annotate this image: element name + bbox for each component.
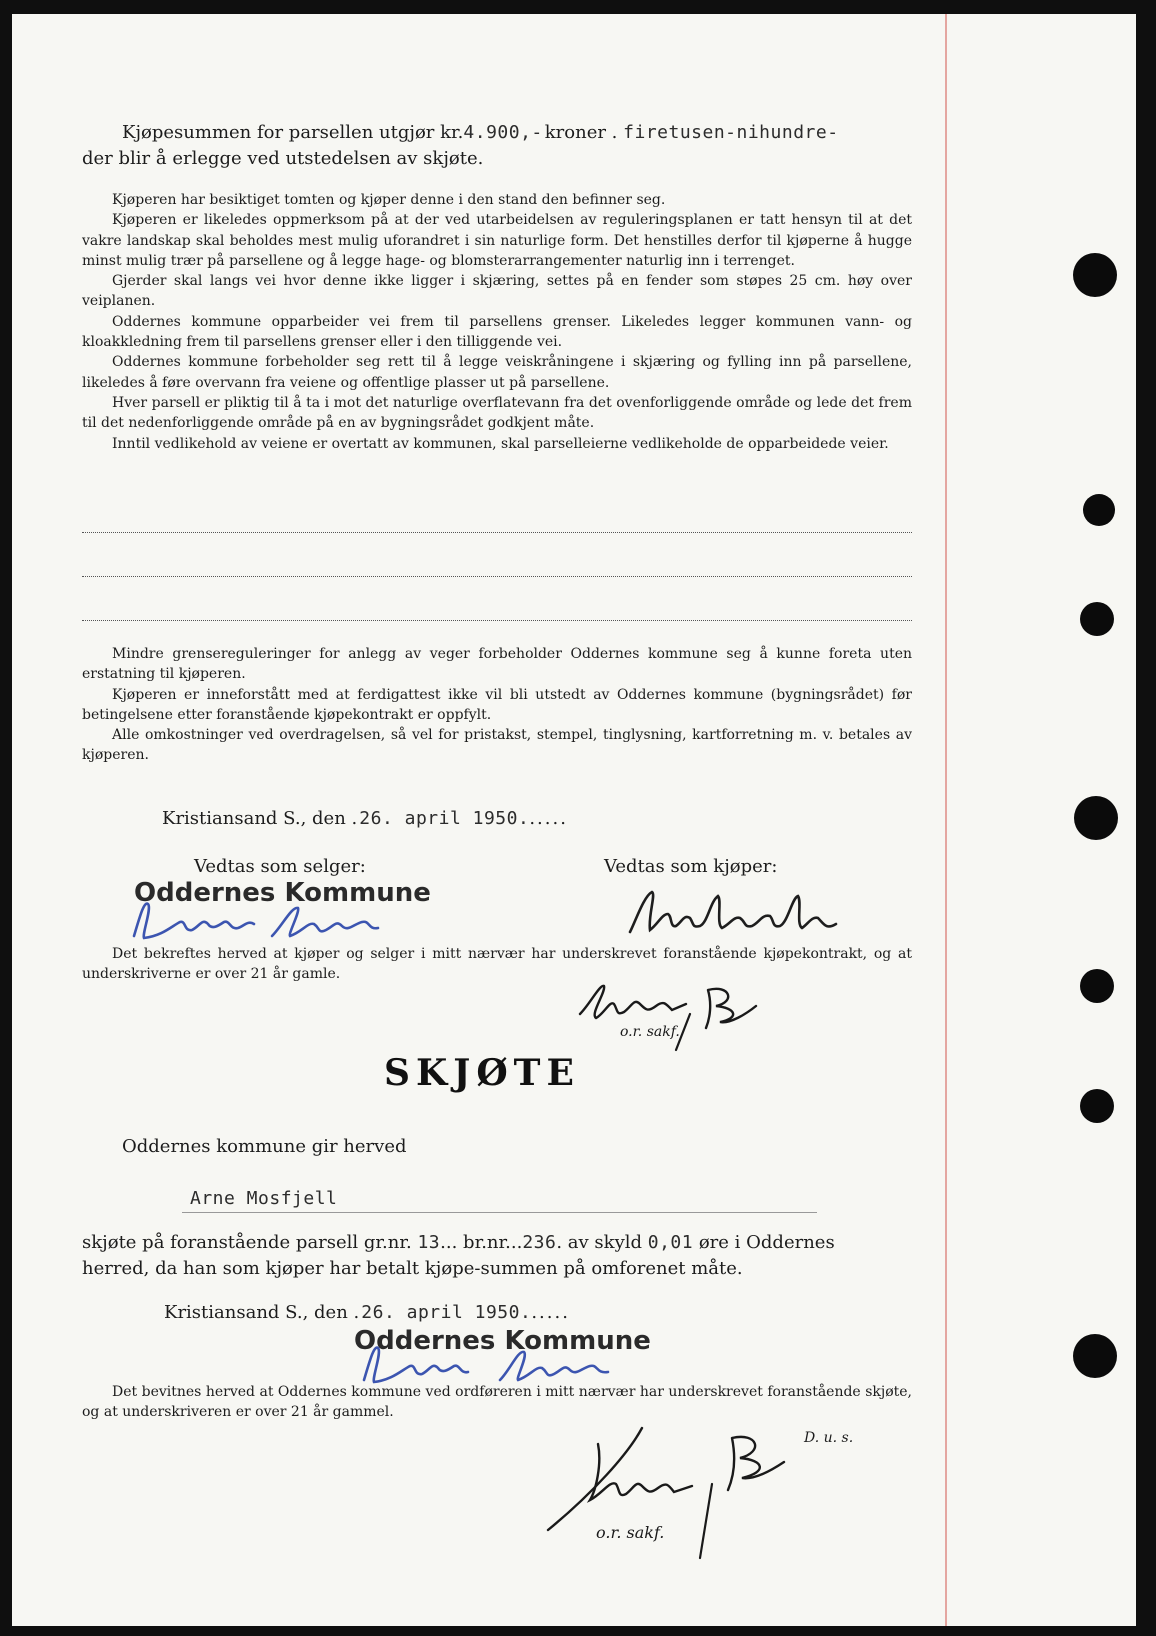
- punch-hole: [1080, 602, 1114, 636]
- clause: Inntil vedlikehold av veiene er overtatt av kommunen, skal parselleierne vedlikeholde de opparbeidede veier.: [112, 435, 889, 452]
- grantee-line: [182, 1212, 817, 1213]
- punch-hole: [1083, 494, 1115, 526]
- bnr-label: br.nr.: [463, 1232, 511, 1253]
- clause: Kjøperen har besiktiget tomten og kjøper denne i den stand den befinner seg.: [112, 192, 666, 208]
- blank-line: [82, 620, 912, 621]
- punch-hole: [1073, 1334, 1117, 1378]
- deed-witness-signature: [532, 1414, 832, 1564]
- contract-witness-text: Det bekreftes herved at kjøper og selger i mitt nærvær har underskrevet foranstående kjøpekontrakt, og at underskriverne er over 21 år gamle.: [82, 946, 912, 983]
- clause: Kjøperen er inneforstått med at ferdigattest ikke vil bli utstedt av Oddernes kommune (bygningsrådet) før betingelsene etter foranstående kjøpekontrakt er oppfylt.: [82, 686, 912, 723]
- gnr-value: 13: [417, 1232, 441, 1253]
- deed-parcel-line: skjøte på foranstående parsell gr.nr. 13... br.nr...236. av skyld 0,01 øre i Oddernes: [82, 1232, 835, 1253]
- deed-place-label: Kristiansand S., den: [164, 1302, 348, 1323]
- deed-stamp: Oddernes Kommune: [354, 1326, 651, 1356]
- price-amount: 4.900,-: [463, 122, 543, 143]
- deed-witness-title: o.r. sakf.: [596, 1523, 665, 1542]
- price-line-2: der blir å erlegge ved utstedelsen av skjøte.: [82, 148, 484, 169]
- clauses-block: [82, 190, 912, 454]
- bnr-value: 236: [522, 1232, 557, 1253]
- clause: Mindre grensereguleringer for anlegg av veger forbeholder Oddernes kommune seg å kunne foreta uten erstatning til kjøperen.: [82, 646, 912, 683]
- punch-hole: [1080, 1089, 1114, 1123]
- seller-signature: [122, 896, 402, 946]
- price-words-prefix: kroner .: [544, 122, 618, 143]
- skyld-value: 0,01: [647, 1232, 694, 1253]
- clause: Gjerder skal langs vei hvor denne ikke ligger i skjæring, settes på en fender som støpes 25 cm. høy over veiplanen.: [82, 273, 912, 310]
- clause: Oddernes kommune forbeholder seg rett til å legge veiskråningene i skjæring og fylling inn på parsellene, likeledes å føre overvann fra veiene og offentlige plasser ut på parsellene.: [82, 354, 912, 391]
- skyld-label: av skyld: [567, 1232, 643, 1253]
- clause: Alle omkostninger ved overdragelsen, så vel for pristakst, stempel, tinglysning, kartforretning m. v. betales av kjøperen.: [82, 727, 912, 764]
- deed-date-line: Kristiansand S., den .26. april 1950......: [164, 1302, 570, 1323]
- deed-witness-text: Det bevitnes herved at Oddernes kommune ved ordføreren i mitt nærvær har underskrevet foranstående skjøte, og at underskriveren er over 21 år gammel.: [82, 1384, 912, 1421]
- punch-hole: [1074, 796, 1118, 840]
- dus-mark: D. u. s.: [804, 1430, 854, 1446]
- place-label: Kristiansand S., den: [162, 808, 346, 829]
- price-prefix: Kjøpesummen for parsellen utgjør kr.: [122, 122, 464, 143]
- witness-title: o.r. sakf.: [620, 1024, 680, 1040]
- blank-line: [82, 532, 912, 533]
- clause: Kjøperen er likeledes oppmerksom på at der ved utarbeidelsen av reguleringsplanen er tatt hensyn til at det vakre landskap skal beholdes mest mulig uforandret i sin naturlige form. Det henstilles derfor til kjøperne å hugge minst mulig trær på parsellene og å legge hage- og blomsterarrangementer naturlig inn i terrenget.: [82, 212, 912, 269]
- blank-line: [82, 576, 912, 577]
- contract-date: 26. april 1950.: [359, 808, 530, 829]
- deed-line-2: herred, da han som kjøper har betalt kjøpe-summen på omforenet måte.: [82, 1258, 743, 1279]
- deed-parcel-suffix: øre i Oddernes: [698, 1232, 835, 1253]
- witness-signature: [560, 974, 800, 1054]
- clauses-block-2: [82, 644, 912, 766]
- seller-label: Vedtas som selger:: [194, 856, 366, 877]
- deed-parcel-text: skjøte på foranstående parsell gr.nr.: [82, 1232, 412, 1253]
- deed-date: 26. april 1950.: [361, 1302, 532, 1323]
- punch-hole: [1073, 253, 1117, 297]
- price-words: firetusen-nihundre-: [623, 122, 839, 143]
- clause: Hver parsell er pliktig til å ta i mot det naturlige overflatevann fra det ovenforliggende område og lede det frem til det nedenforliggende område på en av bygningsrådet godkjent måte.: [82, 394, 912, 432]
- punch-hole: [1080, 969, 1114, 1003]
- contract-date-line: Kristiansand S., den .26. april 1950......: [162, 808, 568, 829]
- buyer-label: Vedtas som kjøper:: [604, 856, 778, 877]
- document-page: [12, 14, 1136, 1626]
- margin-rule: [945, 14, 947, 1626]
- deed-intro: Oddernes kommune gir herved: [122, 1136, 407, 1157]
- seller-stamp: Oddernes Kommune: [134, 878, 431, 908]
- grantee-name: Arne Mosfjell: [190, 1188, 338, 1209]
- deed-title: SKJØTE: [384, 1052, 580, 1094]
- clause: Oddernes kommune opparbeider vei frem til parsellens grenser. Likeledes legger kommunen vann- og kloakkledning frem til parsellens grenser eller i den tilliggende vei.: [82, 313, 912, 351]
- price-line: [122, 120, 942, 146]
- buyer-signature: [622, 884, 862, 944]
